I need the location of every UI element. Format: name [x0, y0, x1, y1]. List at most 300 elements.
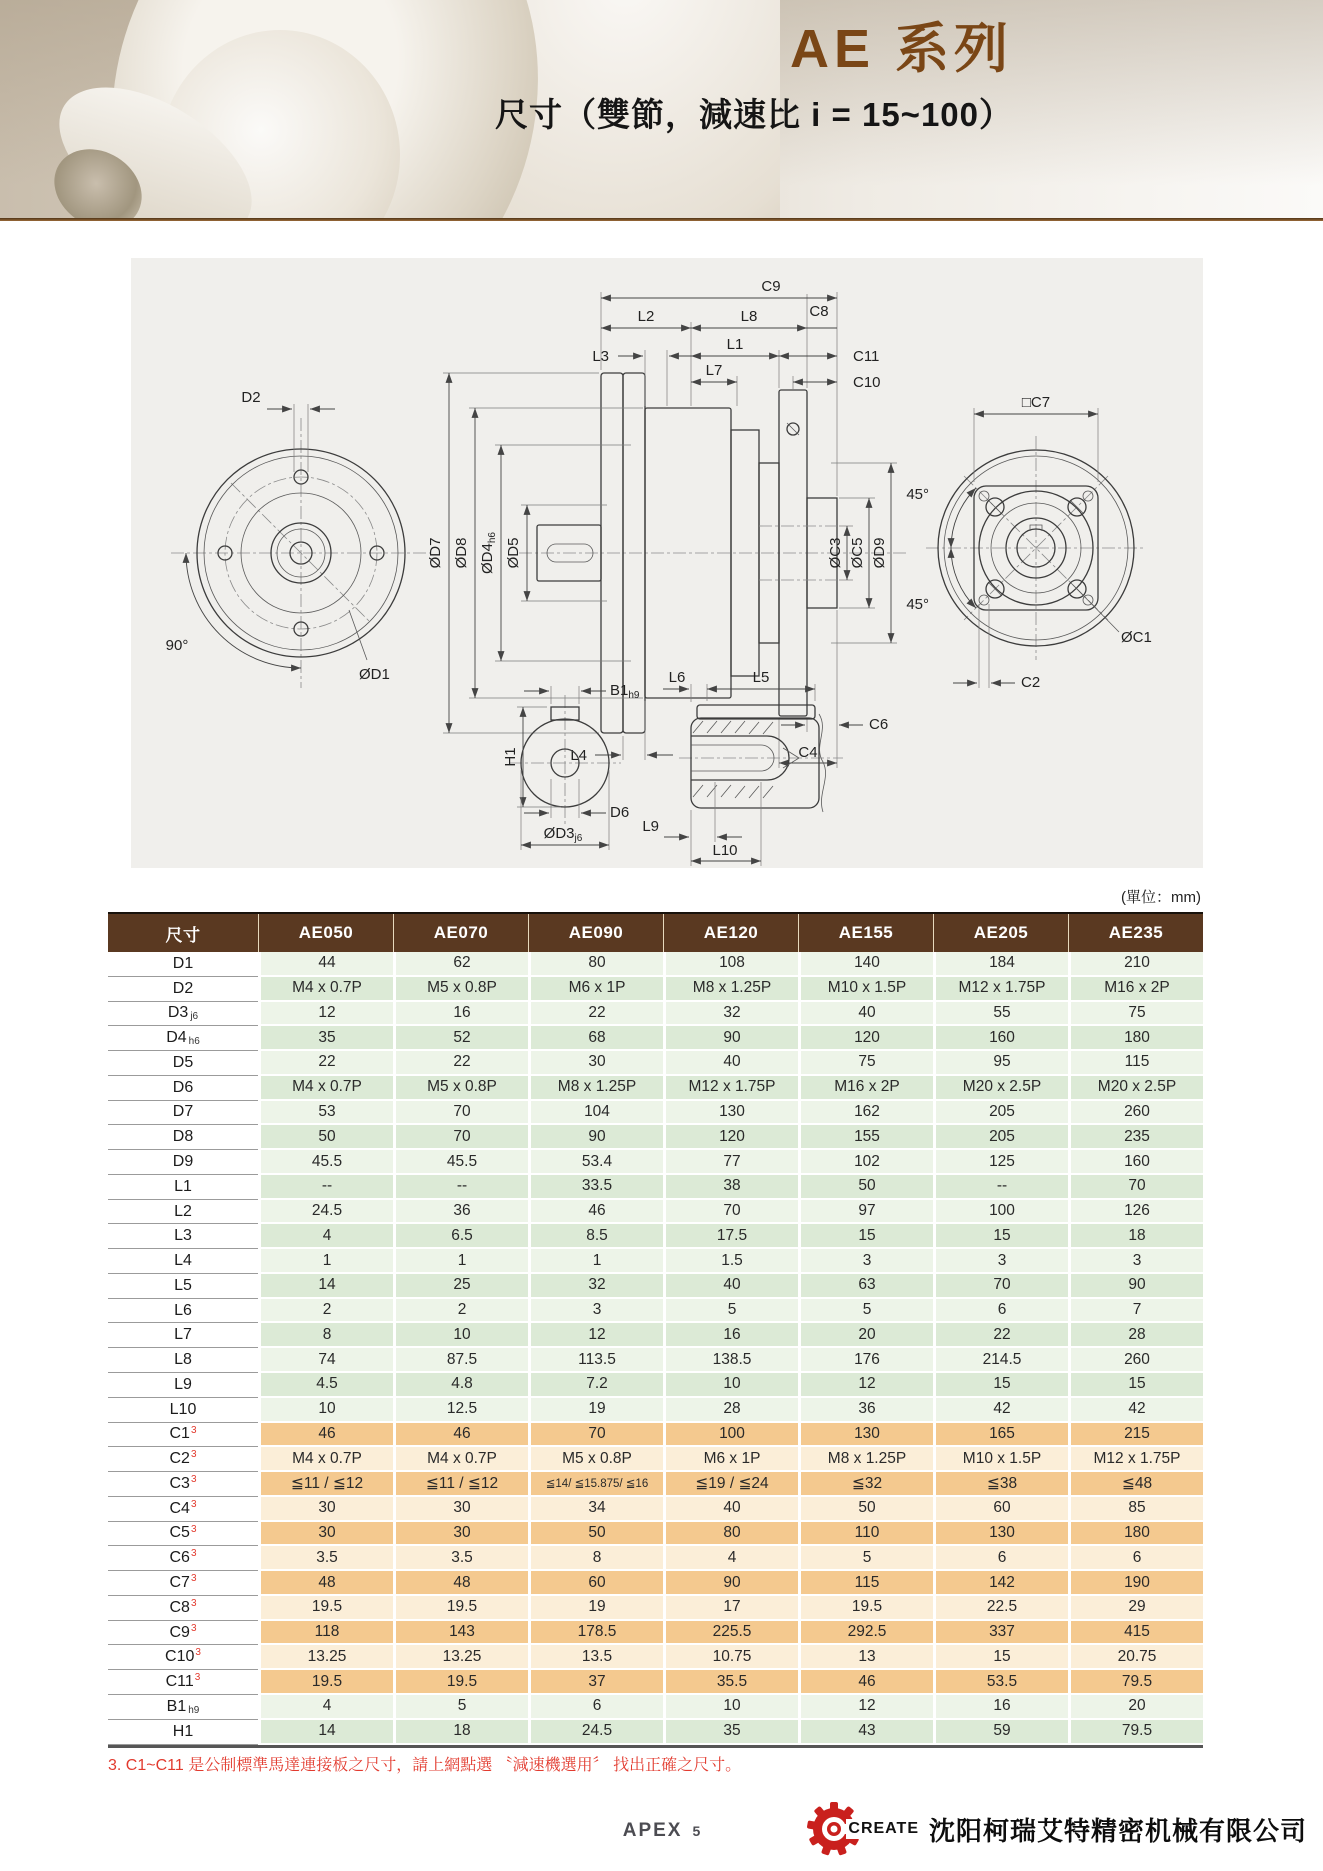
cell: 2 [258, 1299, 393, 1324]
cell: 16 [393, 1002, 528, 1027]
cell: 38 [663, 1175, 798, 1200]
brand-block [806, 1800, 1307, 1858]
table-row [108, 1423, 1203, 1448]
cell: 292.5 [798, 1621, 933, 1646]
cell: 70 [663, 1200, 798, 1225]
dim-label-d7: ØD7 [427, 537, 444, 569]
dim-label-45-bottom: 45° [906, 596, 929, 613]
cell: M20 x 2.5P [1068, 1076, 1203, 1101]
cell: 184 [933, 952, 1068, 977]
table-row [108, 1026, 1203, 1051]
table-row [108, 1299, 1203, 1324]
cell: 14 [258, 1274, 393, 1299]
cell: 13.25 [393, 1645, 528, 1670]
cell: 46 [528, 1200, 663, 1225]
cell: 10 [258, 1398, 393, 1423]
cell: 30 [393, 1497, 528, 1522]
cell: 19 [528, 1398, 663, 1423]
dim-label-d8: ØD8 [453, 537, 470, 569]
table-row [108, 1051, 1203, 1076]
cell: 5 [393, 1695, 528, 1720]
cell: 1 [528, 1249, 663, 1274]
column-header: AE050 [258, 914, 393, 952]
create-logo-text: CREATE [848, 1820, 919, 1837]
cell: 4.5 [258, 1373, 393, 1398]
cell: 108 [663, 952, 798, 977]
cell: 162 [798, 1101, 933, 1126]
dim-label-c1: ØC1 [1121, 629, 1152, 646]
cell: -- [393, 1175, 528, 1200]
cell: 80 [663, 1522, 798, 1547]
cell: 143 [393, 1621, 528, 1646]
table-row [108, 1497, 1203, 1522]
cell: 19.5 [258, 1596, 393, 1621]
cell: 42 [933, 1398, 1068, 1423]
cell: 15 [1068, 1373, 1203, 1398]
cell: 337 [933, 1621, 1068, 1646]
cell: 180 [1068, 1026, 1203, 1051]
cell: 75 [1068, 1002, 1203, 1027]
row-label: D4 h6 [108, 1026, 258, 1051]
cell: 104 [528, 1101, 663, 1126]
page-header [0, 0, 1323, 218]
cell: 260 [1068, 1348, 1203, 1373]
cell: 5 [798, 1546, 933, 1571]
table-row [108, 1101, 1203, 1126]
cell: 70 [528, 1423, 663, 1448]
cell: 35.5 [663, 1670, 798, 1695]
cell: 32 [663, 1002, 798, 1027]
cell: 18 [393, 1720, 528, 1745]
table-row [108, 1200, 1203, 1225]
row-label: C3 3 [108, 1472, 258, 1497]
cell: 62 [393, 952, 528, 977]
cell: M20 x 2.5P [933, 1076, 1068, 1101]
table-body [108, 952, 1203, 1745]
cell: M16 x 2P [798, 1076, 933, 1101]
side-section-view [427, 278, 906, 768]
cell: 59 [933, 1720, 1068, 1745]
table-row [108, 1125, 1203, 1150]
row-label: D7 [108, 1101, 258, 1126]
cell: 120 [663, 1125, 798, 1150]
cell: 50 [528, 1522, 663, 1547]
series-title: AE 系列 [789, 19, 1013, 79]
cell: 1 [258, 1249, 393, 1274]
cell: 43 [798, 1720, 933, 1745]
cell: 160 [1068, 1150, 1203, 1175]
cell: 45.5 [258, 1150, 393, 1175]
row-label: C6 3 [108, 1546, 258, 1571]
cell: 24.5 [528, 1720, 663, 1745]
unit-note: (單位：mm) [1121, 889, 1201, 906]
cell: 215 [1068, 1423, 1203, 1448]
table-row [108, 1447, 1203, 1472]
dim-label-90deg: 90° [165, 637, 189, 654]
cell: 126 [1068, 1200, 1203, 1225]
cell: 70 [393, 1125, 528, 1150]
cell: 1 [393, 1249, 528, 1274]
table-row [108, 1398, 1203, 1423]
cell: 17.5 [663, 1224, 798, 1249]
cell: 210 [1068, 952, 1203, 977]
table-row [108, 1522, 1203, 1547]
cell: 8 [258, 1323, 393, 1348]
dim-label-l6: L6 [668, 669, 686, 686]
dim-label-c6: C6 [869, 716, 889, 733]
cell: 142 [933, 1571, 1068, 1596]
technical-drawing-panel [131, 258, 1203, 868]
cell: M8 x 1.25P [663, 977, 798, 1002]
cell: 95 [933, 1051, 1068, 1076]
cell: 100 [933, 1200, 1068, 1225]
dim-label-c11: C11 [853, 348, 880, 365]
row-label: L6 [108, 1299, 258, 1324]
page-subtitle: 尺寸（雙節，減速比 i = 15~100） [495, 96, 1013, 134]
cell: 7 [1068, 1299, 1203, 1324]
table-row [108, 1150, 1203, 1175]
dim-label-d3: $ØD3_{j6}$ [543, 825, 583, 844]
cell: 12 [798, 1695, 933, 1720]
cell: 85 [1068, 1497, 1203, 1522]
cell: 178.5 [528, 1621, 663, 1646]
cell: 28 [663, 1398, 798, 1423]
cell: 17 [663, 1596, 798, 1621]
cell: 12.5 [393, 1398, 528, 1423]
cell: 79.5 [1068, 1670, 1203, 1695]
dim-label-c9: C9 [761, 278, 781, 295]
cell: 20 [798, 1323, 933, 1348]
cell: 60 [933, 1497, 1068, 1522]
table-row [108, 1175, 1203, 1200]
apex-page-label [623, 1820, 701, 1842]
cell: 130 [798, 1423, 933, 1448]
cell: 22 [393, 1051, 528, 1076]
column-header: AE235 [1068, 914, 1203, 952]
cell: 79.5 [1068, 1720, 1203, 1745]
dim-label-l8: L8 [740, 308, 758, 325]
dim-label-c5: ØC5 [849, 537, 866, 569]
dim-label-l2: L2 [637, 308, 655, 325]
row-label: D2 [108, 977, 258, 1002]
cell: 120 [798, 1026, 933, 1051]
cell: ≦19 / ≦24 [663, 1472, 798, 1497]
cell: 30 [258, 1497, 393, 1522]
cell: 30 [393, 1522, 528, 1547]
row-label: C5 3 [108, 1522, 258, 1547]
cell: 44 [258, 952, 393, 977]
row-label: D5 [108, 1051, 258, 1076]
cell: 3 [1068, 1249, 1203, 1274]
cell: 3 [933, 1249, 1068, 1274]
dim-label-l1: L1 [726, 336, 744, 353]
cell: 70 [1068, 1175, 1203, 1200]
cell: 205 [933, 1101, 1068, 1126]
cell: M12 x 1.75P [933, 977, 1068, 1002]
dim-label-d5: ØD5 [505, 537, 522, 569]
cell: 90 [663, 1571, 798, 1596]
cell: 138.5 [663, 1348, 798, 1373]
dim-label-c7: □C7 [1021, 394, 1051, 411]
row-label: C9 3 [108, 1621, 258, 1646]
cell: 4 [258, 1695, 393, 1720]
column-header: 尺寸 [165, 925, 201, 945]
table-row [108, 1274, 1203, 1299]
cell: 50 [798, 1175, 933, 1200]
cell: 36 [798, 1398, 933, 1423]
cell: 63 [798, 1274, 933, 1299]
cell: 46 [393, 1423, 528, 1448]
cell: 37 [528, 1670, 663, 1695]
cell: 33.5 [528, 1175, 663, 1200]
cell: 70 [933, 1274, 1068, 1299]
cell: 22.5 [933, 1596, 1068, 1621]
row-label: D6 [108, 1076, 258, 1101]
cell: 53 [258, 1101, 393, 1126]
cell: 68 [528, 1026, 663, 1051]
cell: 6 [1068, 1546, 1203, 1571]
table-header-row [108, 912, 1203, 952]
cell: 90 [663, 1026, 798, 1051]
cell: M4 x 0.7P [258, 1447, 393, 1472]
cell: 6 [933, 1299, 1068, 1324]
cell: 4.8 [393, 1373, 528, 1398]
dim-label-c4: C4 [798, 744, 818, 761]
cell: ≦14/ ≦15.875/ ≦16 [528, 1472, 663, 1497]
table-row [108, 1546, 1203, 1571]
cell: M10 x 1.5P [933, 1447, 1068, 1472]
cell: ≦48 [1068, 1472, 1203, 1497]
row-label: L7 [108, 1323, 258, 1348]
cell: 16 [933, 1695, 1068, 1720]
cell: 225.5 [663, 1621, 798, 1646]
row-label: C2 3 [108, 1447, 258, 1472]
dim-label-c8: C8 [809, 303, 829, 320]
table-row [108, 1720, 1203, 1745]
cell: M6 x 1P [528, 977, 663, 1002]
cell: 19 [528, 1596, 663, 1621]
cell: 130 [663, 1101, 798, 1126]
cell: 180 [1068, 1522, 1203, 1547]
cell: 18 [1068, 1224, 1203, 1249]
cell: 48 [258, 1571, 393, 1596]
row-label: L4 [108, 1249, 258, 1274]
cell: 12 [258, 1002, 393, 1027]
dim-label-h1: H1 [502, 747, 519, 767]
table-row [108, 1670, 1203, 1695]
cell: 14 [258, 1720, 393, 1745]
cell: 55 [933, 1002, 1068, 1027]
cell: 19.5 [798, 1596, 933, 1621]
cell: ≦11 / ≦12 [393, 1472, 528, 1497]
apex-label: APEX [622, 1820, 683, 1841]
cell: 110 [798, 1522, 933, 1547]
cell: 235 [1068, 1125, 1203, 1150]
cell: 140 [798, 952, 933, 977]
cell: 34 [528, 1497, 663, 1522]
dim-label-l7: L7 [705, 362, 723, 379]
cell: 3 [528, 1299, 663, 1324]
cell: 10 [393, 1323, 528, 1348]
cell: 260 [1068, 1101, 1203, 1126]
cell: 10 [663, 1373, 798, 1398]
table-row [108, 977, 1203, 1002]
cell: 3.5 [393, 1546, 528, 1571]
dim-label-d2: D2 [241, 389, 261, 406]
dim-label-l10: L10 [712, 842, 738, 859]
cell: M12 x 1.75P [1068, 1447, 1203, 1472]
cell: 46 [258, 1423, 393, 1448]
dim-label-l5: L5 [752, 669, 770, 686]
cell: M12 x 1.75P [663, 1076, 798, 1101]
cell: 15 [933, 1645, 1068, 1670]
table-row [108, 1249, 1203, 1274]
row-label: C8 3 [108, 1596, 258, 1621]
cell: 74 [258, 1348, 393, 1373]
cell: 13.25 [258, 1645, 393, 1670]
cell: 40 [663, 1274, 798, 1299]
dim-label-d1: ØD1 [359, 666, 390, 683]
title-block [495, 20, 1013, 136]
table-row [108, 1621, 1203, 1646]
cell: 35 [258, 1026, 393, 1051]
cell: 102 [798, 1150, 933, 1175]
cell: 80 [528, 952, 663, 977]
cell: 115 [1068, 1051, 1203, 1076]
cell: 40 [663, 1497, 798, 1522]
cell: 97 [798, 1200, 933, 1225]
cell: 90 [528, 1125, 663, 1150]
cell: 22 [528, 1002, 663, 1027]
cell: 6 [528, 1695, 663, 1720]
cell: 77 [663, 1150, 798, 1175]
row-label: C1 3 [108, 1423, 258, 1448]
row-label: L5 [108, 1274, 258, 1299]
cell: 3 [798, 1249, 933, 1274]
cell: 15 [933, 1224, 1068, 1249]
row-label: L3 [108, 1224, 258, 1249]
cell: 45.5 [393, 1150, 528, 1175]
cell: 4 [258, 1224, 393, 1249]
cell: M4 x 0.7P [258, 1076, 393, 1101]
cell: 6.5 [393, 1224, 528, 1249]
cell: 50 [798, 1497, 933, 1522]
cell: 8 [528, 1546, 663, 1571]
column-header: AE090 [528, 914, 663, 952]
cell: 90 [1068, 1274, 1203, 1299]
cell: 48 [393, 1571, 528, 1596]
cell: 22 [258, 1051, 393, 1076]
cell: 60 [528, 1571, 663, 1596]
cell: M6 x 1P [663, 1447, 798, 1472]
table-row [108, 1472, 1203, 1497]
cell: 415 [1068, 1621, 1203, 1646]
dimension-table [108, 912, 1203, 1748]
cell: 3.5 [258, 1546, 393, 1571]
cell: 2 [393, 1299, 528, 1324]
footnote: 3. C1~C11 是公制標準馬達連接板之尺寸，請上網點選 〝減速機選用〞 找出正確之尺寸。 [108, 1757, 742, 1774]
cell: 5 [663, 1299, 798, 1324]
cell: 16 [663, 1323, 798, 1348]
dim-label-d4: $ØD4_{h6}$ [479, 532, 498, 574]
column-header: AE205 [933, 914, 1068, 952]
cell: -- [933, 1175, 1068, 1200]
cell: 36 [393, 1200, 528, 1225]
cell: 25 [393, 1274, 528, 1299]
cell: 13 [798, 1645, 933, 1670]
cell: 19.5 [393, 1596, 528, 1621]
cell: -- [258, 1175, 393, 1200]
table-row [108, 1596, 1203, 1621]
row-label: L2 [108, 1200, 258, 1225]
row-label: B1 h9 [108, 1695, 258, 1720]
cell: 50 [258, 1125, 393, 1150]
dim-label-d9: ØD9 [871, 537, 888, 569]
dim-label-l9: L9 [642, 818, 659, 835]
column-header: AE120 [663, 914, 798, 952]
cell: 87.5 [393, 1348, 528, 1373]
cell: 4 [663, 1546, 798, 1571]
cell: 19.5 [258, 1670, 393, 1695]
column-header: AE155 [798, 914, 933, 952]
rear-flange-view [906, 394, 1152, 691]
cell: 70 [393, 1101, 528, 1126]
cell: 125 [933, 1150, 1068, 1175]
cell: 15 [798, 1224, 933, 1249]
cell: 40 [663, 1051, 798, 1076]
cell: 10 [663, 1695, 798, 1720]
dim-label-l3: L3 [592, 348, 609, 365]
cell: 12 [798, 1373, 933, 1398]
cell: 52 [393, 1026, 528, 1051]
cell: 19.5 [393, 1670, 528, 1695]
dim-label-c10: C10 [853, 374, 881, 391]
cell: 30 [528, 1051, 663, 1076]
cell: 118 [258, 1621, 393, 1646]
dim-label-c3: ØC3 [827, 537, 844, 569]
cell: 5 [798, 1299, 933, 1324]
cell: 130 [933, 1522, 1068, 1547]
table-row [108, 952, 1203, 977]
cell: ≦11 / ≦12 [258, 1472, 393, 1497]
table-row [108, 1373, 1203, 1398]
cell: 190 [1068, 1571, 1203, 1596]
cell: 15 [933, 1373, 1068, 1398]
cell: 113.5 [528, 1348, 663, 1373]
cell: 100 [663, 1423, 798, 1448]
table-row [108, 1323, 1203, 1348]
cell: M16 x 2P [1068, 977, 1203, 1002]
table-row [108, 1571, 1203, 1596]
cell: 75 [798, 1051, 933, 1076]
table-row [108, 1695, 1203, 1720]
row-label: C4 3 [108, 1497, 258, 1522]
row-label: H1 [108, 1720, 258, 1745]
row-label: L8 [108, 1348, 258, 1373]
cell: 214.5 [933, 1348, 1068, 1373]
cell: 12 [528, 1323, 663, 1348]
table-row [108, 1348, 1203, 1373]
cell: 30 [258, 1522, 393, 1547]
cell: ≦32 [798, 1472, 933, 1497]
cell: 160 [933, 1026, 1068, 1051]
table-row [108, 1645, 1203, 1670]
cell: 7.2 [528, 1373, 663, 1398]
row-label: D1 [108, 952, 258, 977]
row-label: C10 3 [108, 1645, 258, 1670]
dim-label-l4: L4 [570, 747, 587, 764]
technical-drawing [131, 258, 1203, 868]
